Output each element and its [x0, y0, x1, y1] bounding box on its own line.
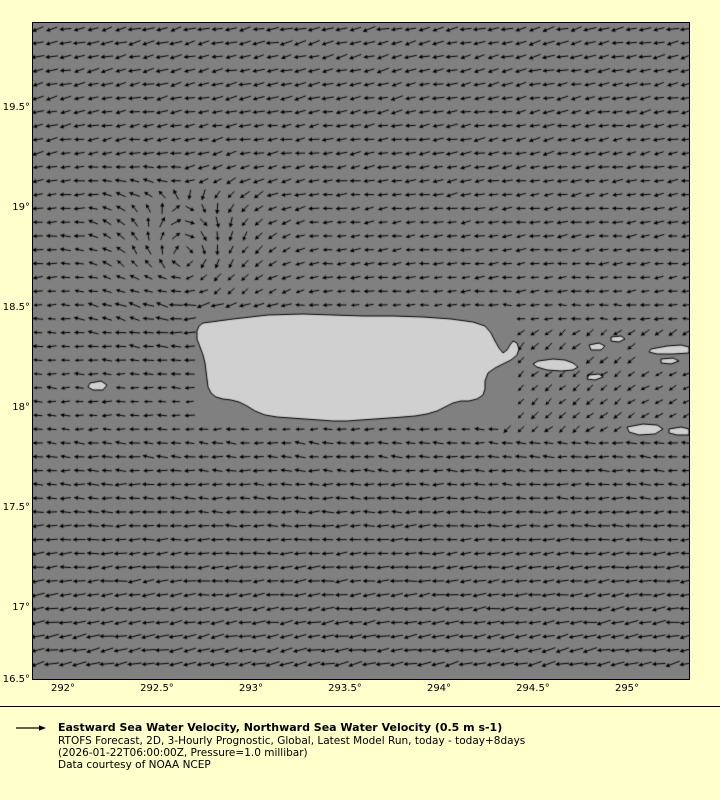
x-tick-label: 292.5°	[140, 683, 174, 694]
legend-title: Eastward Sea Water Velocity, Northward Sea Water Velocity (0.5 m s-1)	[58, 721, 503, 734]
x-tick-label: 295°	[614, 683, 640, 694]
x-tick-label: 293°	[238, 683, 264, 694]
y-tick-label: 17.5°	[2, 502, 30, 513]
legend-line-1: RTOFS Forecast, 2D, 3-Hourly Prognostic, Global, Latest Model Run, today - today+8days	[58, 735, 526, 747]
x-tick-label: 292°	[50, 683, 76, 694]
y-tick-label: 17°	[12, 602, 30, 613]
y-tick-label: 18.5°	[2, 302, 30, 313]
land-mask-layer	[33, 23, 689, 679]
y-tick-label: 19°	[12, 202, 30, 213]
x-axis-labels	[0, 684, 720, 700]
map-plot-area[interactable]	[32, 22, 690, 680]
x-tick-label: 294°	[426, 683, 452, 694]
y-axis-labels	[0, 0, 30, 700]
y-tick-label: 18°	[12, 402, 30, 413]
legend-line-2: (2026-01-22T06:00:00Z, Pressure=1.0 millibar)	[58, 747, 308, 759]
x-tick-label: 294.5°	[516, 683, 550, 694]
x-tick-label: 293.5°	[328, 683, 362, 694]
legend-panel	[0, 706, 720, 800]
y-tick-label: 19.5°	[2, 102, 30, 113]
reference-vector-arrow-icon	[16, 723, 46, 733]
y-tick-label: 16.5°	[2, 674, 30, 685]
legend-line-3: Data courtesy of NOAA NCEP	[58, 759, 211, 771]
